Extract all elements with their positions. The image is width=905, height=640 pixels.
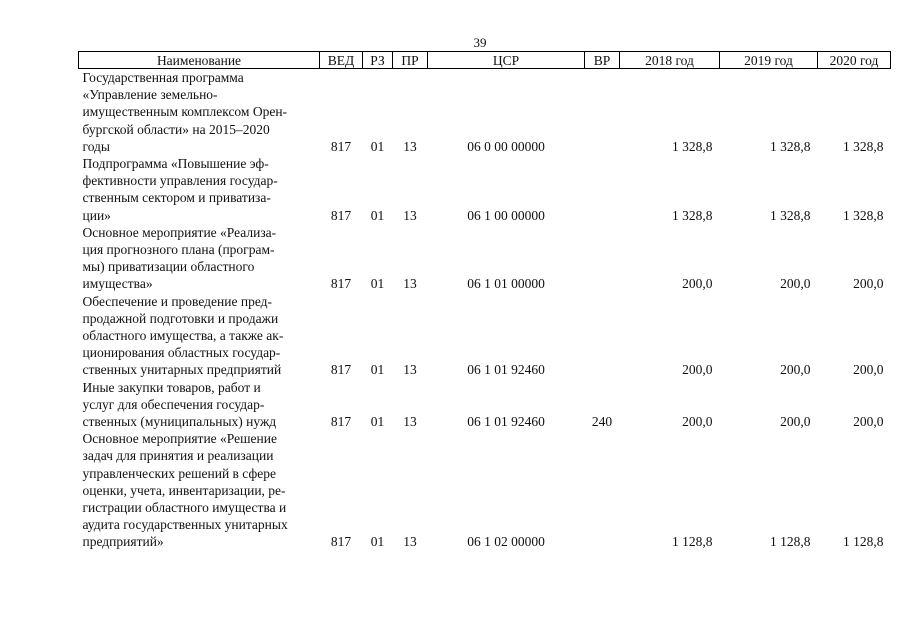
name-line: предприятий» [82,534,164,550]
cell-name [79,224,320,293]
table-header-row [79,52,891,69]
cell-2019: 200,0 [780,362,811,378]
name-line: услуг для обеспечения государ- [82,396,265,412]
cell-ved: 817 [330,362,352,378]
cell-vr [585,430,620,550]
cell-rz: 01 [370,276,385,292]
name-line: ственных (муниципальных) нужд [82,414,277,430]
cell-name [79,155,320,224]
header-2019: 2019 год [720,52,818,69]
table-row [79,224,891,293]
header-csr: ЦСР [428,52,585,69]
page-number: 39 [473,35,487,50]
cell-ved: 817 [330,534,352,550]
cell-2019: 1 328,8 [770,138,811,154]
cell-vr [585,69,620,156]
cell-name [79,430,320,550]
header-2020: 2020 год [818,52,891,69]
cell-2018: 200,0 [682,414,713,430]
cell-csr: 06 0 00 00000 [467,138,545,154]
cell-ved: 817 [330,414,352,430]
cell-2019: 1 128,8 [770,534,811,550]
name-line: ственных унитарных предприятий [82,362,282,378]
cell-vr [585,224,620,293]
name-line: ции» [82,207,111,223]
cell-rz: 01 [370,138,385,154]
header-rz: РЗ [363,52,393,69]
name-line: продажной подготовки и продажи [82,310,279,326]
name-line: управленческих решений в сфере [82,465,276,481]
name-line: ция прогнозного плана (програм- [82,242,275,258]
name-line: Подпрограмма «Повышение эф- [82,156,269,172]
name-line: ционирования областных государ- [82,345,281,361]
header-name: Наименование [79,52,320,69]
cell-rz: 01 [370,534,385,550]
cell-2020: 1 328,8 [843,138,884,154]
cell-ved: 817 [330,207,352,223]
name-line: Иные закупки товаров, работ и [82,379,261,395]
cell-2020: 200,0 [853,362,884,378]
table-row [79,379,891,431]
name-line: ственным сектором и приватиза- [82,190,271,206]
name-line: Обеспечение и проведение пред- [82,293,273,309]
name-line: годы [82,138,111,154]
name-line: оценки, учета, инвентаризации, ре- [82,482,286,498]
cell-name [79,69,320,156]
cell-rz: 01 [370,207,385,223]
cell-csr: 06 1 02 00000 [467,534,545,550]
cell-pr: 13 [403,534,417,550]
cell-csr: 06 1 01 92460 [467,414,545,430]
cell-2018: 1 328,8 [672,207,713,223]
table-row [79,69,891,156]
name-line: имущественным комплексом Орен- [82,104,288,120]
table-row [79,293,891,379]
name-line: имущества» [82,276,153,292]
cell-csr: 06 1 01 00000 [467,276,545,292]
name-line: «Управление земельно- [82,87,218,103]
cell-pr: 13 [403,207,417,223]
cell-2020: 1 328,8 [843,207,884,223]
name-line: Основное мероприятие «Реализа- [82,224,277,240]
cell-2019: 1 328,8 [770,207,811,223]
cell-ved: 817 [330,138,352,154]
header-2018: 2018 год [620,52,720,69]
header-ved: ВЕД [320,52,363,69]
cell-2018: 1 328,8 [672,138,713,154]
cell-name [79,293,320,379]
name-line: Государственная программа [82,70,244,85]
name-line: гистрации областного имущества и [82,500,287,516]
cell-rz: 01 [370,362,385,378]
header-vr: ВР [585,52,620,69]
cell-pr: 13 [403,362,417,378]
cell-2020: 1 128,8 [843,534,884,550]
cell-2019: 200,0 [780,414,811,430]
cell-2019: 200,0 [780,276,811,292]
table-row [79,430,891,550]
name-line: бургской области» на 2015–2020 [82,121,270,137]
header-pr: ПР [393,52,428,69]
cell-2018: 1 128,8 [672,534,713,550]
name-line: мы) приватизации областного [82,259,255,275]
cell-csr: 06 1 01 92460 [467,362,545,378]
name-line: задач для принятия и реализации [82,448,274,464]
cell-ved: 817 [330,276,352,292]
cell-name [79,379,320,431]
table-body [79,69,891,551]
cell-2020: 200,0 [853,276,884,292]
name-line: аудита государственных унитарных [82,517,288,533]
cell-pr: 13 [403,276,417,292]
name-line: областного имущества, а также ак- [82,328,284,344]
cell-vr: 240 [591,414,613,430]
cell-rz: 01 [370,414,385,430]
cell-csr: 06 1 00 00000 [467,207,545,223]
cell-2018: 200,0 [682,362,713,378]
cell-2020: 200,0 [853,414,884,430]
name-line: Основное мероприятие «Решение [82,431,277,447]
cell-pr: 13 [403,414,417,430]
name-line: фективности управления государ- [82,173,278,189]
table-row [79,155,891,224]
budget-table [78,51,891,551]
cell-vr [585,155,620,224]
cell-2018: 200,0 [682,276,713,292]
cell-vr [585,293,620,379]
cell-pr: 13 [403,138,417,154]
